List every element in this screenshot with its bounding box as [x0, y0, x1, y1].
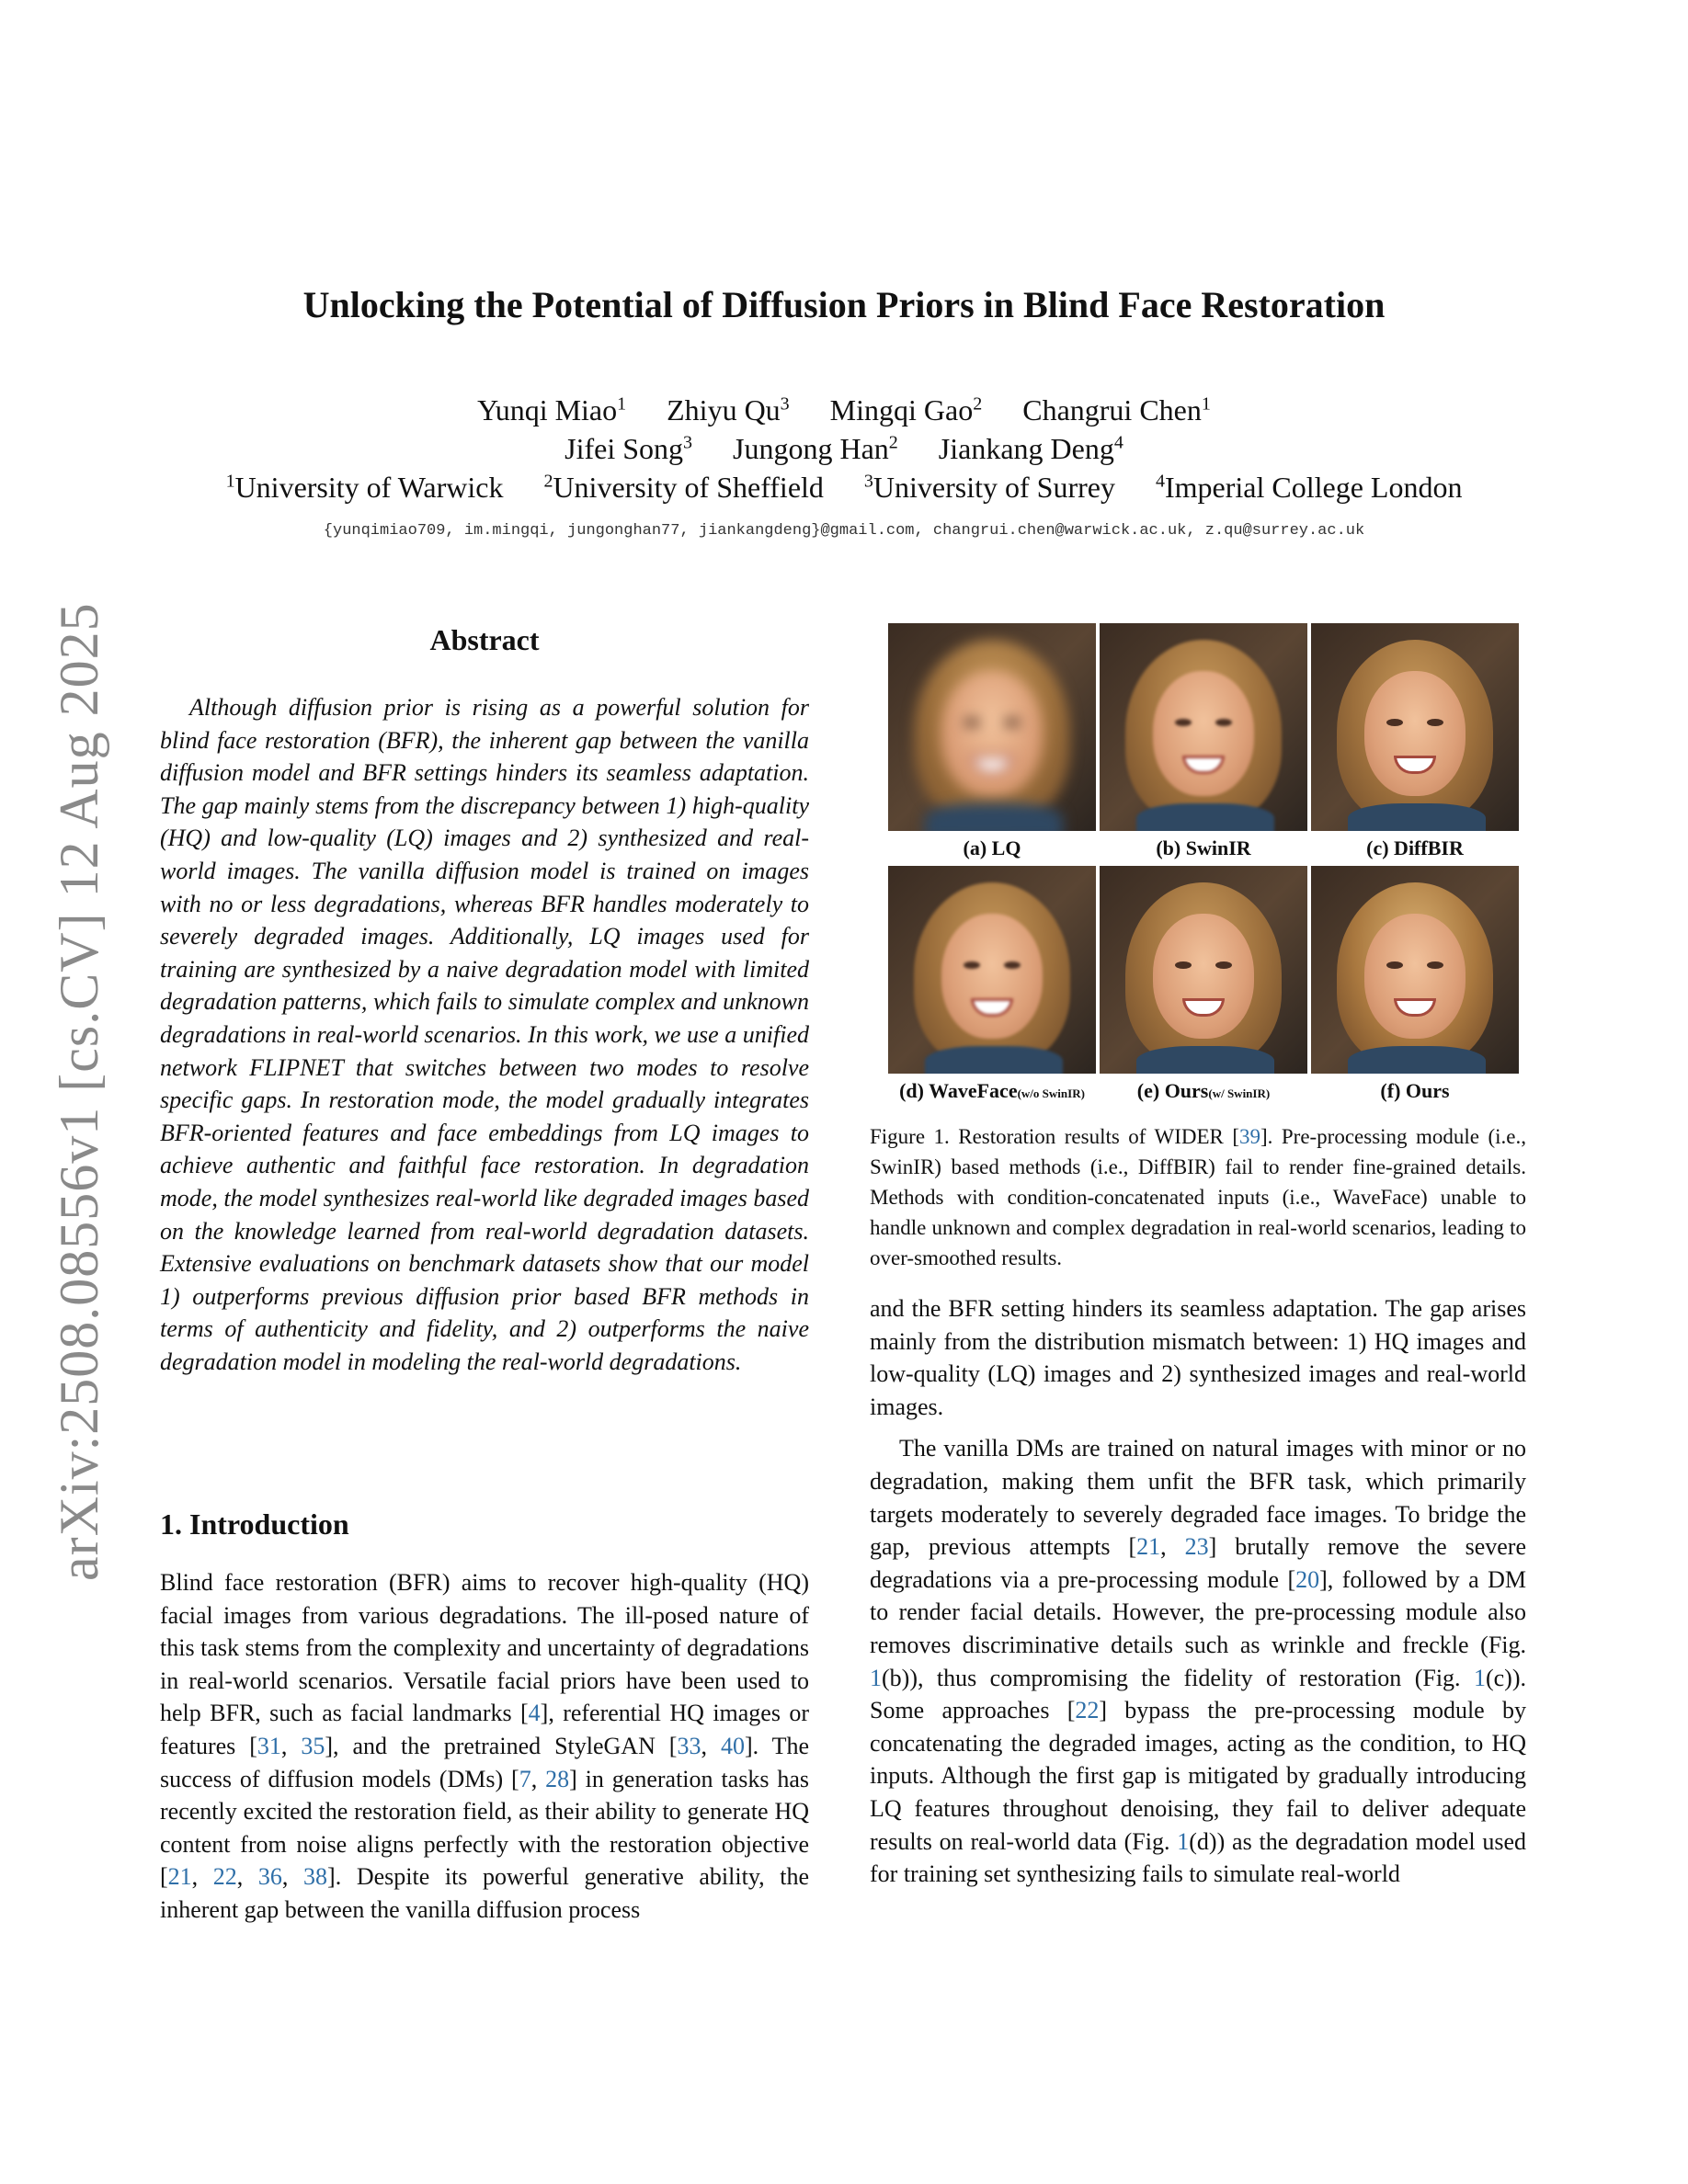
citation-link[interactable]: 39 — [1238, 1125, 1260, 1148]
citation-link[interactable]: 21 — [167, 1863, 192, 1891]
citation-link[interactable]: 35 — [301, 1732, 325, 1759]
authors-row-1 — [0, 393, 1688, 427]
affiliations — [0, 471, 1688, 505]
citation-link[interactable]: 22 — [1075, 1697, 1100, 1724]
abstract-heading: Abstract — [429, 623, 540, 656]
citation-link[interactable]: 21 — [1136, 1533, 1161, 1561]
citation-link[interactable]: 22 — [212, 1863, 237, 1891]
introduction-heading: 1. Introduction — [160, 1507, 349, 1541]
face-image-lq — [888, 623, 1096, 831]
citation-link[interactable]: 4 — [528, 1700, 541, 1727]
citation-link[interactable]: 33 — [677, 1732, 701, 1759]
author: Jiankang Deng$^4$ — [938, 432, 1123, 465]
introduction-paragraph: Blind face restoration (BFR) aims to recover high-quality (HQ) facial images from various degradations. The ill-posed nature of this task stems from the complexity and uncertainty of degradations in real-world scenarios. Versatile facial priors have been used to help BFR, such as facial landmarks [4], referential HQ images or features [31, 35], and the pretrained StyleGAN [33, 40]. The success of diffusion models (DMs) [7, 28] in generation tasks has recently excited the restoration field, as their ability to generate HQ content from noise aligns perfectly with the restoration objective [21, 22, 36, 38]. Despite its powerful generative ability, the inherent gap between the vanilla diffusion process — [160, 1569, 810, 1923]
author: Mingqi Gao$^2$ — [829, 393, 983, 427]
author: Jungong Han$^2$ — [733, 432, 898, 465]
figure-1 — [888, 623, 1519, 1110]
citation-link[interactable]: 38 — [303, 1863, 328, 1891]
authors-row-2 — [0, 432, 1688, 466]
figure-label-d: (d) WaveFace(w/o SwinIR) — [899, 1079, 1085, 1102]
figure-label-c: (c) DiffBIR — [1366, 836, 1464, 859]
affiliation: $^1$University of Warwick — [225, 471, 504, 504]
face-image-ours-swinir — [1100, 866, 1307, 1074]
figure-link[interactable]: 1 — [1177, 1827, 1190, 1855]
face-image-ours — [1311, 866, 1519, 1074]
figure-label-e: (e) Ours(w/ SwinIR) — [1136, 1079, 1271, 1102]
figure-label-a: (a) LQ — [963, 836, 1021, 859]
figure-label-b: (b) SwinIR — [1156, 836, 1251, 859]
right-column-text — [870, 1292, 1526, 1891]
affiliation: $^4$Imperial College London — [1155, 471, 1463, 504]
author: Changrui Chen$^1$ — [1022, 393, 1211, 427]
citation-link[interactable]: 40 — [720, 1732, 745, 1759]
face-image-waveface — [888, 866, 1096, 1074]
author: Yunqi Miao$^1$ — [477, 393, 627, 427]
face-image-diffbir — [1311, 623, 1519, 831]
citation-link[interactable]: 31 — [257, 1732, 281, 1759]
citation-link[interactable]: 7 — [519, 1765, 531, 1792]
face-image-swinir — [1100, 623, 1307, 831]
figure-link[interactable]: 1 — [1473, 1664, 1486, 1691]
author-emails: {yunqimiao709, im.mingqi, jungonghan77, jiankangdeng}@gmail.com, changrui.chen@warwick.ac.uk, z.qu@surrey.ac.uk — [323, 522, 1365, 540]
citation-link[interactable]: 23 — [1184, 1533, 1209, 1561]
arxiv-stamp: arXiv:2508.08556v1 [cs.CV] 12 Aug 2025 — [49, 602, 109, 1581]
affiliation: $^2$University of Sheffield — [543, 471, 824, 504]
abstract-text: Although diffusion prior is rising as a powerful solution for blind face restoration (BFR), the inherent gap between the vanilla diffusion model and BFR settings hinders its seamless adaptation. The gap mainly stems from the discrepancy between 1) high-quality (HQ) and low-quality (LQ) images and 2) synthesized and real-world images. The vanilla diffusion model is trained on images with no or less degradations, whereas BFR handles moderately to severely degraded images. Additionally, LQ images used for training are synthesized by a naive degradation model with limited degradation patterns, which fails to simulate complex and unknown degradations in real-world scenarios. In this work, we use a unified network FLIPNET that switches between two modes to resolve specific gaps. In restoration mode, the model gradually integrates BFR-oriented features and face embeddings from LQ images to achieve authentic and faithful face restoration. In degradation mode, the model synthesizes real-world like degraded images based on the knowledge learned from real-world degradation datasets. Extensive evaluations on benchmark datasets show that our model 1) outperforms previous diffusion prior based BFR methods in terms of authenticity and fidelity, and 2) outperforms the naive degradation model in modeling the real-world degradations. — [160, 694, 809, 1375]
paragraph: and the BFR setting hinders its seamless adaptation. The gap arises mainly from the distribution mismatch between: 1) HQ images and low-quality (LQ) images and 2) synthesized images and real-world images. — [870, 1295, 1526, 1420]
author: Zhiyu Qu$^3$ — [667, 393, 790, 427]
paragraph: The vanilla DMs are trained on natural images with minor or no degradation, making them unfit the BFR task, which primarily targets moderately to severely degraded face images. To bridge the gap, previous attempts [21, 23] brutally remove the severe degradations via a pre-processing module [20], followed by a DM to render facial details. However, the pre-processing module also removes discriminative details such as wrinkle and freckle (Fig. 1(b)), thus compromising the fidelity of restoration (Fig. 1(c)). Some approaches [22] bypass the pre-processing module by concatenating the degraded images, acting as the condition, to HQ inputs. Although the first gap is mitigated by gradually introducing LQ features throughout denoising, they fail to deliver adequate results on real-world data (Fig. 1(d)) as the degradation model used for training set synthesizing fails to simulate real-world — [870, 1435, 1526, 1888]
citation-link[interactable]: 36 — [257, 1863, 282, 1891]
citation-link[interactable]: 28 — [545, 1765, 570, 1792]
figure-caption: Figure 1. Restoration results of WIDER [39]. Pre-processing module (i.e., SwinIR) based methods (i.e., DiffBIR) fail to render fine-grained details. Methods with condition-concatenated inputs (i.e., WaveFace) unable to handle unknown and complex degradation in real-world scenarios, leading to over-smoothed results. — [870, 1125, 1526, 1269]
figure-label-f: (f) Ours — [1380, 1079, 1450, 1102]
paper-title: Unlocking the Potential of Diffusion Priors in Blind Face Restoration — [302, 284, 1386, 325]
author: Jifei Song$^3$ — [565, 432, 693, 465]
affiliation: $^3$University of Surrey — [863, 471, 1115, 504]
citation-link[interactable]: 20 — [1295, 1565, 1320, 1593]
figure-link[interactable]: 1 — [870, 1664, 882, 1691]
